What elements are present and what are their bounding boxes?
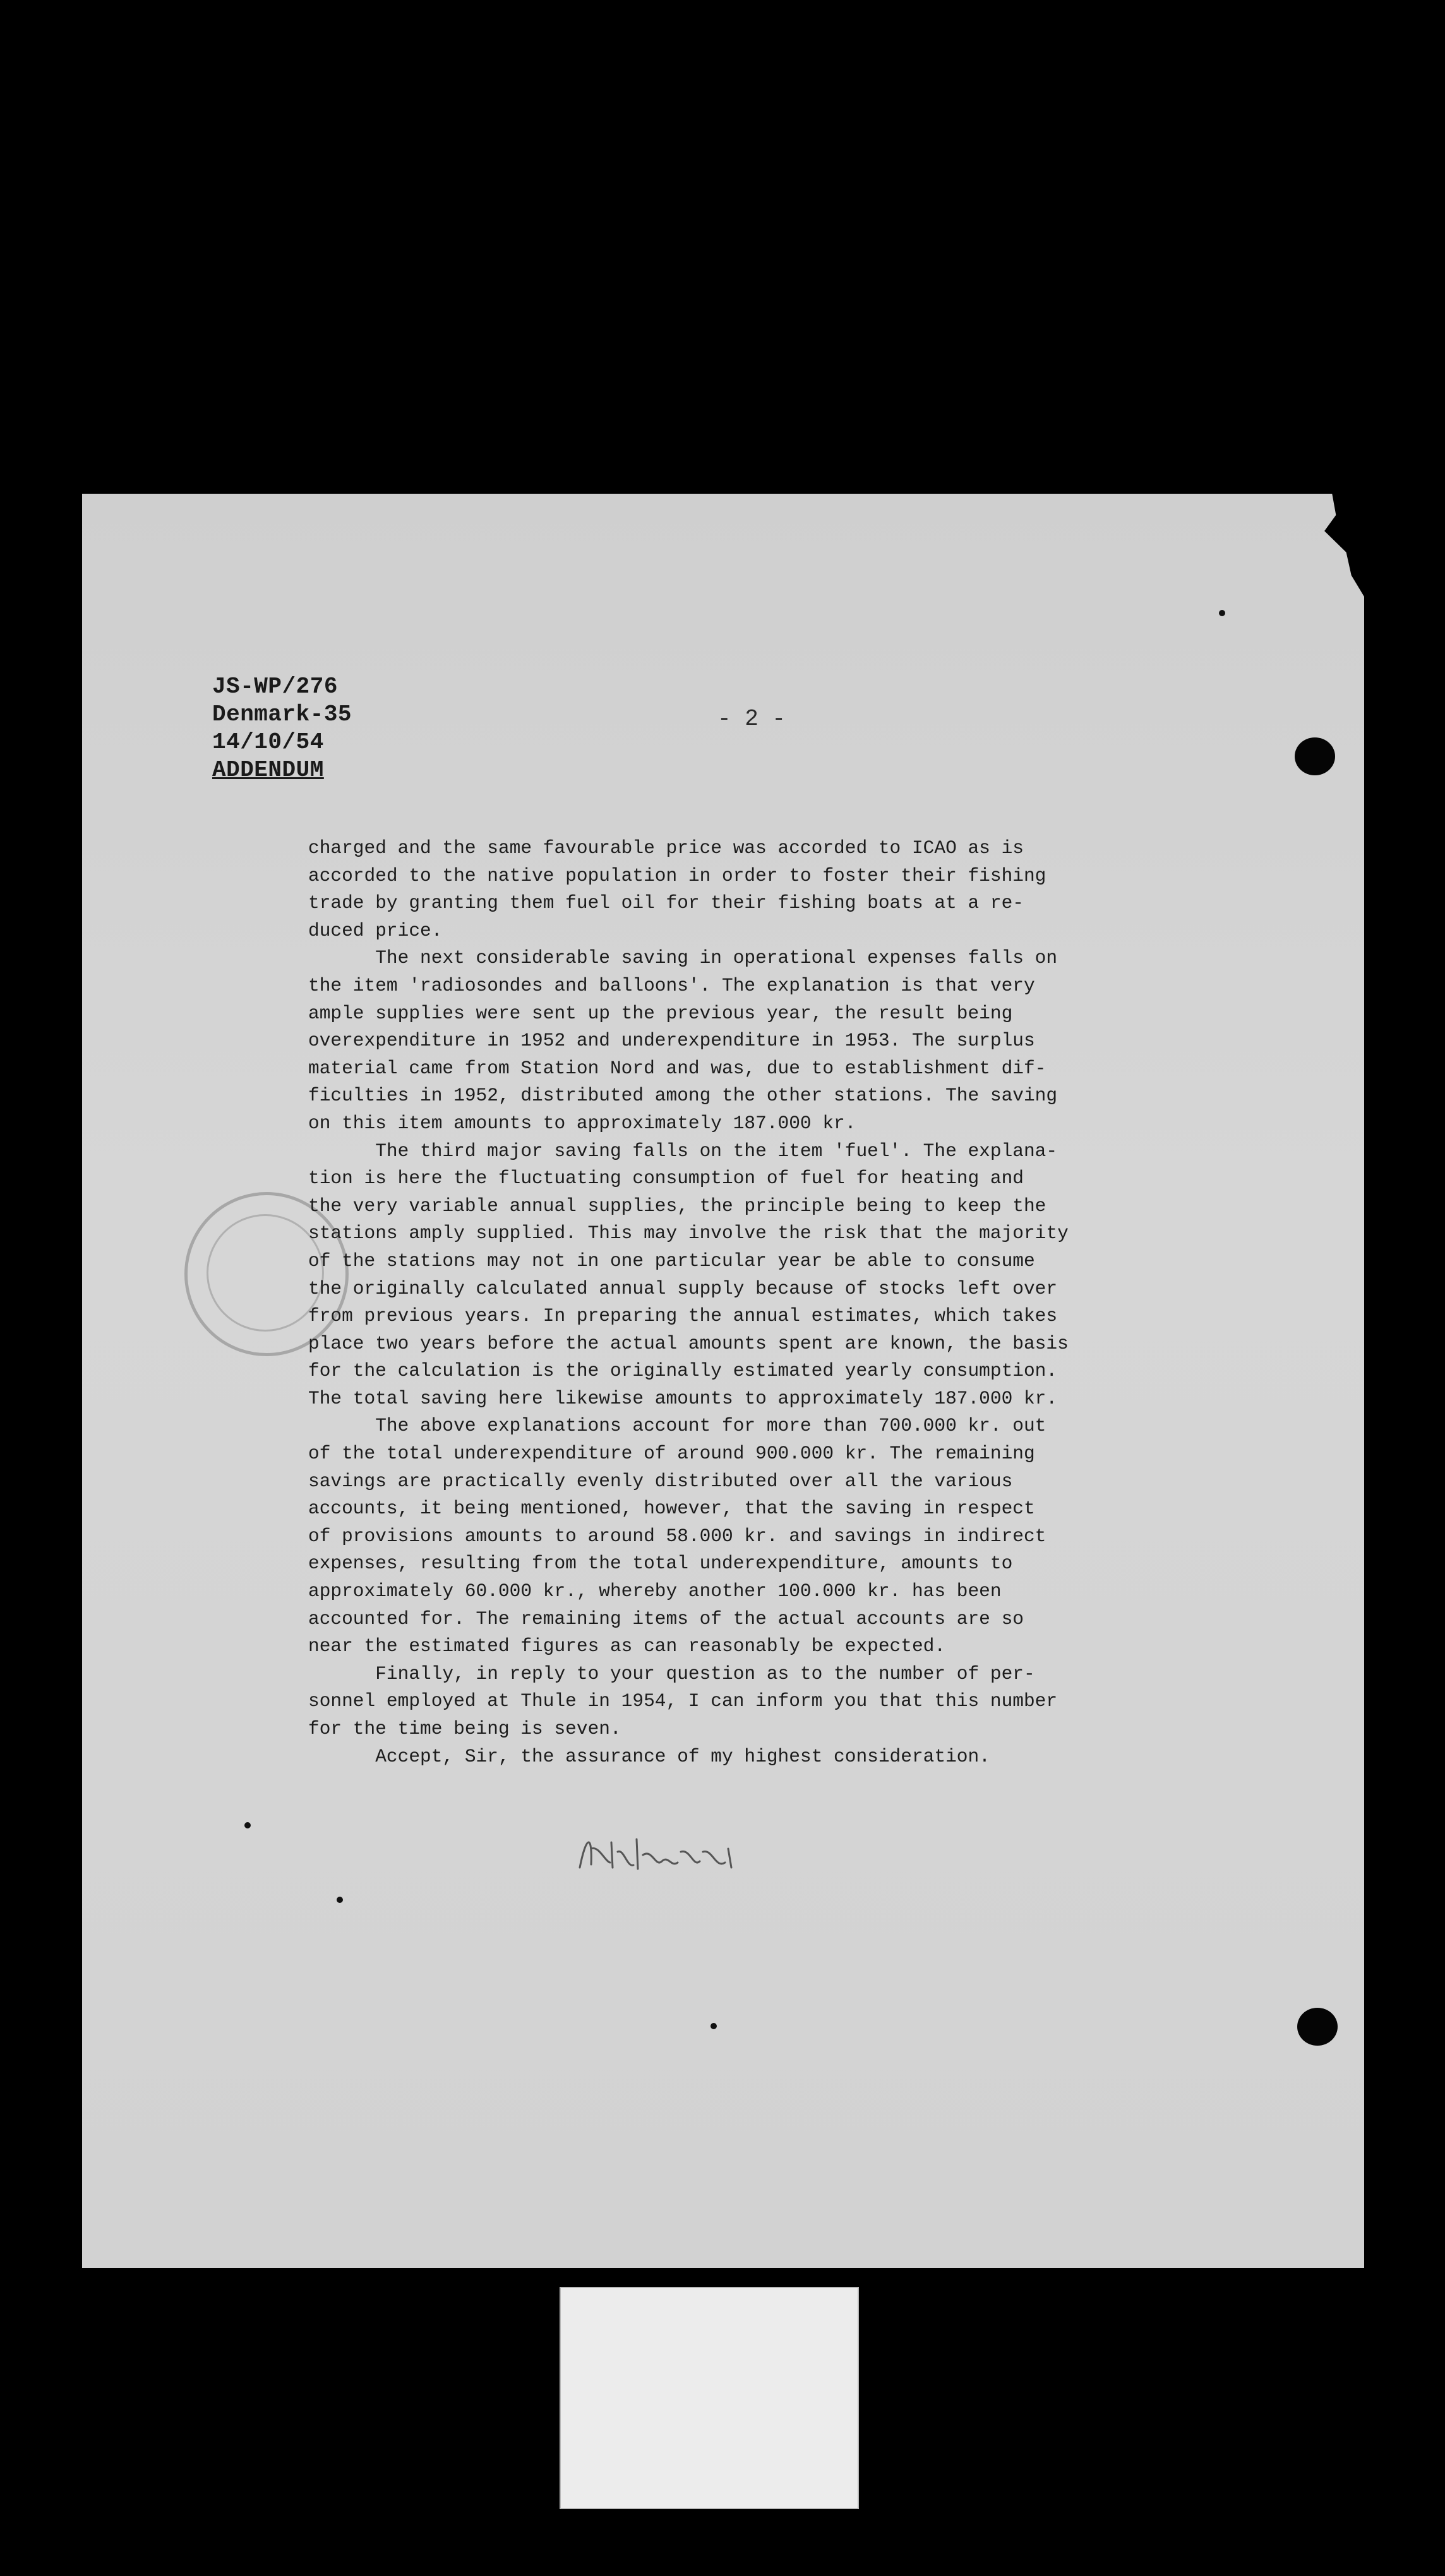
ink-dot xyxy=(1219,610,1225,616)
paragraph: The above explanations account for more than 700.000 kr. out of the total underexpenditure of around 900.000 kr. The remaining savings are practically evenly distributed over all the various accounts, it being mentioned, however, that the saving in respect of provisions amounts to around 58.000 kr. and savings in indirect expenses, resulting from the total underexpenditure, amounts to approximately 60.000 kr., whereby another 100.000 kr. has been accounted for. The remaining items of the actual accounts are so near the estimated figures as can reasonably be expected. xyxy=(308,1415,1046,1657)
punch-hole-top xyxy=(1295,737,1335,775)
reference-code: JS-WP/276 xyxy=(212,674,338,700)
reference-country: Denmark-35 xyxy=(212,701,352,727)
paragraph: The third major saving falls on the item 'fuel'. The explana- tion is here the fluctuating consumption of fuel for heating and the very variable annual supplies, the principle being to keep the stations amply supplied. This may involve the risk that the majority of the stations may not in one particular year be able to consume the originally calculated annual supply because of stocks left over from previous years. In preparing the annual estimates, which takes place two years before the actual amounts spent are known, the basis for the calculation is the originally estimated yearly consumption. The total saving here likewise amounts to approximately 187.000 kr. xyxy=(308,1140,1069,1409)
ink-dot xyxy=(244,1822,251,1828)
paragraph: Accept, Sir, the assurance of my highest consideration. xyxy=(308,1745,990,1767)
ink-dot xyxy=(711,2023,717,2029)
paragraph: Finally, in reply to your question as to the number of per- sonnel employed at Thule in 1954, I can inform you that this number for the time being is seven. xyxy=(308,1662,1058,1739)
white-card xyxy=(560,2287,859,2509)
page-number: - 2 - xyxy=(717,706,786,732)
reference-block xyxy=(212,673,352,784)
letter-body xyxy=(308,835,1117,1770)
ink-dot xyxy=(337,1897,343,1903)
paragraph: The next considerable saving in operational expenses falls on the item 'radiosondes and balloons'. The explanation is that very ample supplies were sent up the previous year, the result being overexpenditure in 1952 and underexpenditure in 1953. The surplus material came from Station Nord and was, due to establishment dif- ficulties in 1952, distributed among the other stations. The saving on this item amounts to approximately 187.000 kr. xyxy=(308,947,1058,1134)
reference-date: 14/10/54 xyxy=(212,729,324,755)
signature xyxy=(573,1823,744,1880)
reference-addendum: ADDENDUM xyxy=(212,757,324,783)
paragraph: charged and the same favourable price was accorded to ICAO as is accorded to the native population in order to foster their fishing trade by granting them fuel oil for their fishing boats at a re- duced price. xyxy=(308,837,1046,941)
punch-hole-bottom xyxy=(1297,2008,1338,2046)
